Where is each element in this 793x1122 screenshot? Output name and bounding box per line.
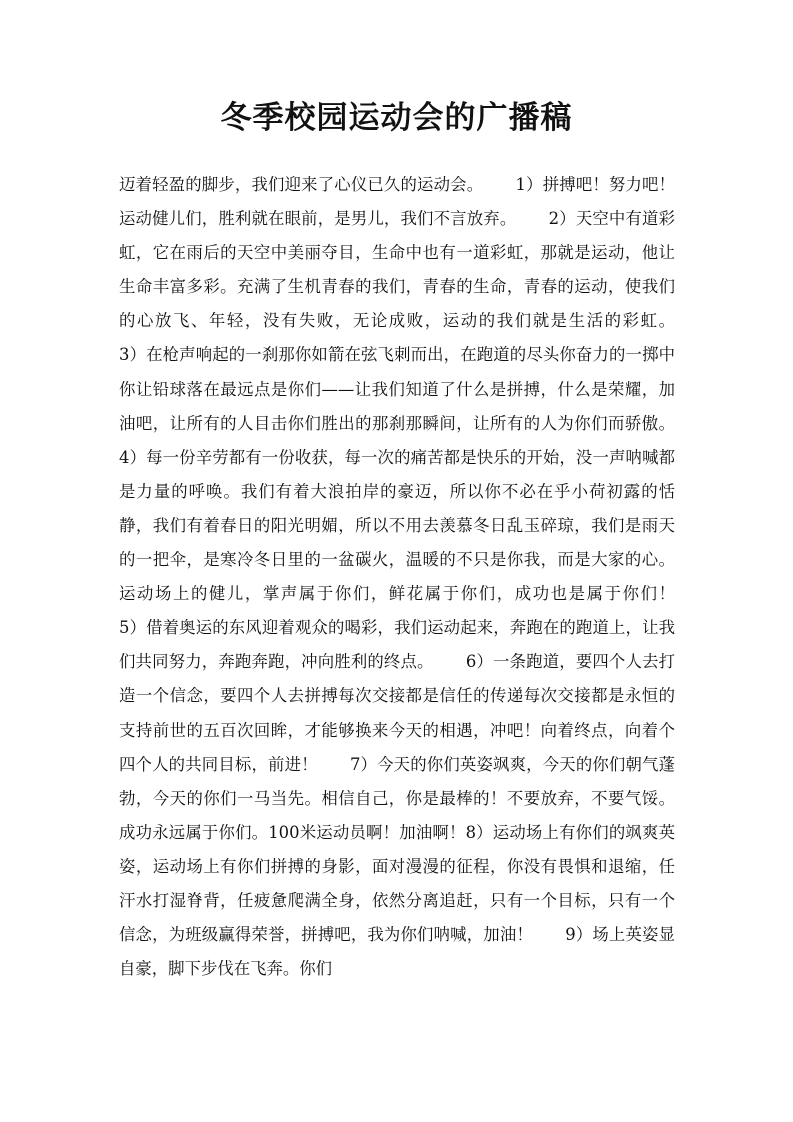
document-title: 冬季校园运动会的广播稿 — [220, 100, 573, 136]
document-body: 迈着轻盈的脚步，我们迎来了心仪已久的运动会。 1）拼搏吧！努力吧！运动健儿们，胜利就在眼前，是男儿，我们不言放弃。 2）天空中有道彩虹，它在雨后的天空中美丽夺目，生命中也有一道彩虹，那就是运动，他让生命丰富多彩。充满了生机青春的我们，青春的生命，青春的运动，使我们的心放飞、年轻，没有失败，无论成败，运动的我们就是生活的彩虹。 3）在枪声响起的一刹那你如箭在弦飞刺而出，在跑道的尽头你奋力的一掷中你让铅球落在最远点是你们——让我们知道了什么是拼搏，什么是荣耀，加油吧，让所有的人目击你们胜出的那刹那瞬间，让所有的人为你们而骄傲。 4）每一份辛劳都有一份收获，每一次的痛苦都是快乐的开始，没一声呐喊都是力量的呼唤。我们有着大浪拍岸的豪迈，所以你不必在乎小荷初露的恬静，我们有着春日的阳光明媚，所以不用去羡慕冬日乱玉碎琼，我们是雨天的一把伞，是寒冷冬日里的一盆碳火，温暖的不只是你我，而是大家的心。运动场上的健儿，掌声属于你们，鲜花属于你们，成功也是属于你们！ 5）借着奥运的东风迎着观众的喝彩，我们运动起来，奔跑在的跑道上，让我们共同努力，奔跑奔跑，冲向胜利的终点。 6）一条跑道，要四个人去打造一个信念，要四个人去拼搏每次交接都是信任的传递每次交接都是永恒的支持前世的五百次回眸，才能够换来今天的相遇，冲吧！向着终点，向着个四个人的共同目标，前进！ 7）今天的你们英姿飒爽，今天的你们朝气蓬勃，今天的你们一马当先。相信自己，你是最棒的！不要放弃，不要气馁。成功永远属于你们。100米运动员啊！加油啊！8）运动场上有你们的飒爽英姿，运动场上有你们拼搏的身影，面对漫漫的征程，你没有畏惧和退缩，任汗水打湿脊背，任疲惫爬满全身，依然分离追赶，只有一个目标，只有一个信念，为班级赢得荣誉，拼搏吧，我为你们呐喊，加油！ 9）场上英姿显自豪，脚下步伐在飞奔。你们 — [119, 175, 707, 979]
